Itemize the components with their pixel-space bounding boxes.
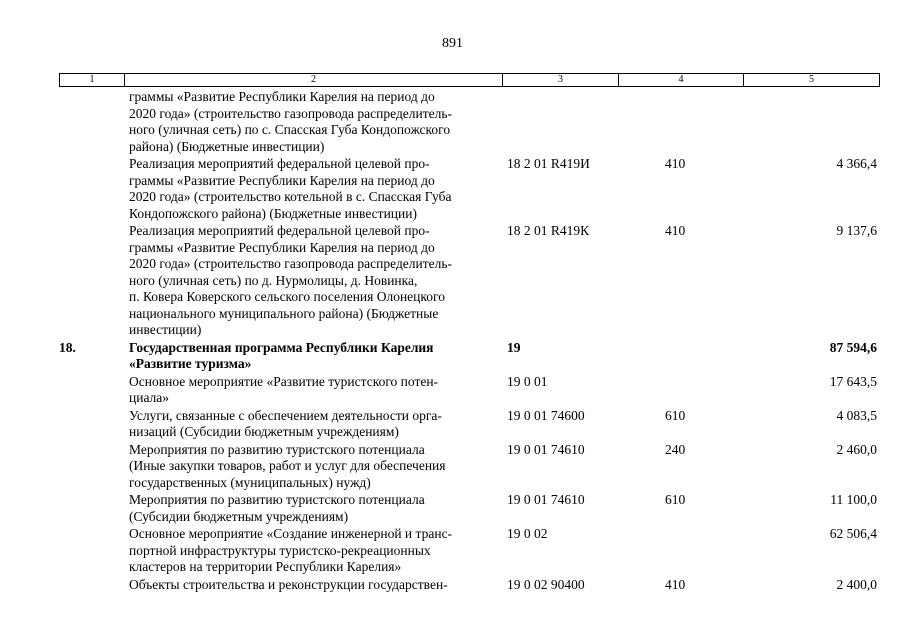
row-name-line: Мероприятия по развитию туристского потенциала: [129, 441, 425, 457]
row-amount: 2 460,0: [836, 441, 877, 457]
row-name: [129, 577, 501, 594]
row-name-line: района) (Бюджетные инвестиции): [129, 138, 325, 154]
column-number-4: 4: [618, 74, 743, 86]
row-name-line: государственных (муниципальных) нужд): [129, 474, 371, 490]
row-code: 19: [507, 339, 521, 355]
page-number: 891: [442, 36, 463, 51]
row-name-line: кластеров на территории Республики Карелия»: [129, 559, 402, 574]
column-number-2: 2: [124, 74, 502, 86]
column-number-5: 5: [743, 74, 879, 86]
row-name-line: циала»: [129, 390, 170, 405]
row-name-line: национального муниципального района) (Бюджетные: [129, 305, 439, 321]
row-expense-type: 410: [665, 576, 686, 592]
row-name: [129, 492, 501, 525]
row-amount: 87 594,6: [829, 339, 877, 355]
row-name-line: п. Ковера Коверского сельского поселения Олонецкого: [129, 289, 445, 304]
row-name-line: граммы «Развитие Республики Карелия на период до: [129, 89, 435, 104]
row-expense-type: 410: [665, 223, 686, 238]
row-name-line: ного (уличная сеть) по д. Нурмолицы, д. Новинка,: [129, 272, 418, 288]
row-name-line: граммы «Развитие Республики Карелия на период до: [129, 239, 435, 255]
row-name: [129, 89, 501, 155]
row-name-line: 2020 года» (строительство газопровода распределитель-: [129, 256, 453, 271]
row-name-line: инвестиции): [129, 322, 202, 337]
row-expense-type: 410: [665, 156, 686, 171]
row-amount: 2 400,0: [836, 576, 877, 592]
row-name: [129, 340, 501, 373]
row-code: 18 2 01 R419И: [507, 156, 590, 171]
row-name: [129, 442, 501, 492]
row-name-line: Мероприятия по развитию туристского потенциала: [129, 492, 425, 507]
row-name-line: Объекты строительства и реконструкции государствен-: [129, 576, 448, 592]
row-name-line: «Развитие туризма»: [129, 356, 252, 371]
row-code: 19 0 02: [507, 526, 548, 541]
row-code: 19 0 01: [507, 373, 548, 389]
row-amount: 9 137,6: [836, 223, 877, 238]
column-number-1: 1: [89, 74, 95, 85]
row-name-line: Реализация мероприятий федеральной целевой про-: [129, 156, 430, 171]
row-amount: 4 083,5: [836, 407, 877, 423]
row-name-line: Кондопожского района) (Бюджетные инвестиции): [129, 205, 417, 221]
row-code: 18 2 01 R419К: [507, 223, 590, 238]
row-code: 19 0 01 74610: [507, 492, 585, 507]
table-column-numbers: [59, 73, 880, 87]
row-name-line: Услуги, связанные с обеспечением деятельности орга-: [129, 407, 442, 423]
row-code: 19 0 01 74610: [507, 441, 585, 457]
row-name-line: 2020 года» (строительство газопровода распределитель-: [129, 105, 453, 121]
row-expense-type: 610: [665, 492, 686, 507]
row-name: [129, 374, 501, 407]
column-number-3: 3: [502, 74, 618, 86]
row-name-line: 2020 года» (строительство котельной в с. Спасская Губа: [129, 189, 452, 204]
row-name-line: Государственная программа Республики Карелия: [129, 339, 434, 355]
row-name: [129, 223, 501, 339]
row-name: [129, 526, 501, 576]
row-expense-type: 610: [665, 407, 686, 423]
row-name-line: (Иные закупки товаров, работ и услуг для обеспечения: [129, 458, 446, 473]
row-name-line: граммы «Развитие Республики Карелия на период до: [129, 172, 435, 188]
row-name-line: низаций (Субсидии бюджетным учреждениям): [129, 424, 399, 439]
row-name-line: Основное мероприятие «Создание инженерной и транс-: [129, 526, 453, 541]
row-amount: 4 366,4: [836, 156, 877, 171]
row-name: [129, 156, 501, 222]
row-name: [129, 408, 501, 441]
row-name-line: Основное мероприятие «Развитие туристского потен-: [129, 373, 439, 389]
row-name-line: Реализация мероприятий федеральной целевой про-: [129, 223, 430, 238]
row-name-line: портной инфраструктуры туристско-рекреационных: [129, 542, 431, 558]
row-expense-type: 240: [665, 441, 686, 457]
row-amount: 62 506,4: [829, 526, 877, 541]
row-name-line: (Субсидии бюджетным учреждениям): [129, 508, 349, 524]
row-amount: 11 100,0: [830, 492, 877, 507]
row-amount: 17 643,5: [829, 373, 877, 389]
row-code: 19 0 02 90400: [507, 576, 585, 592]
row-code: 19 0 01 74600: [507, 407, 585, 423]
row-name-line: ного (уличная сеть) по с. Спасская Губа Кондопожского: [129, 122, 451, 137]
row-number: 18.: [59, 339, 76, 355]
